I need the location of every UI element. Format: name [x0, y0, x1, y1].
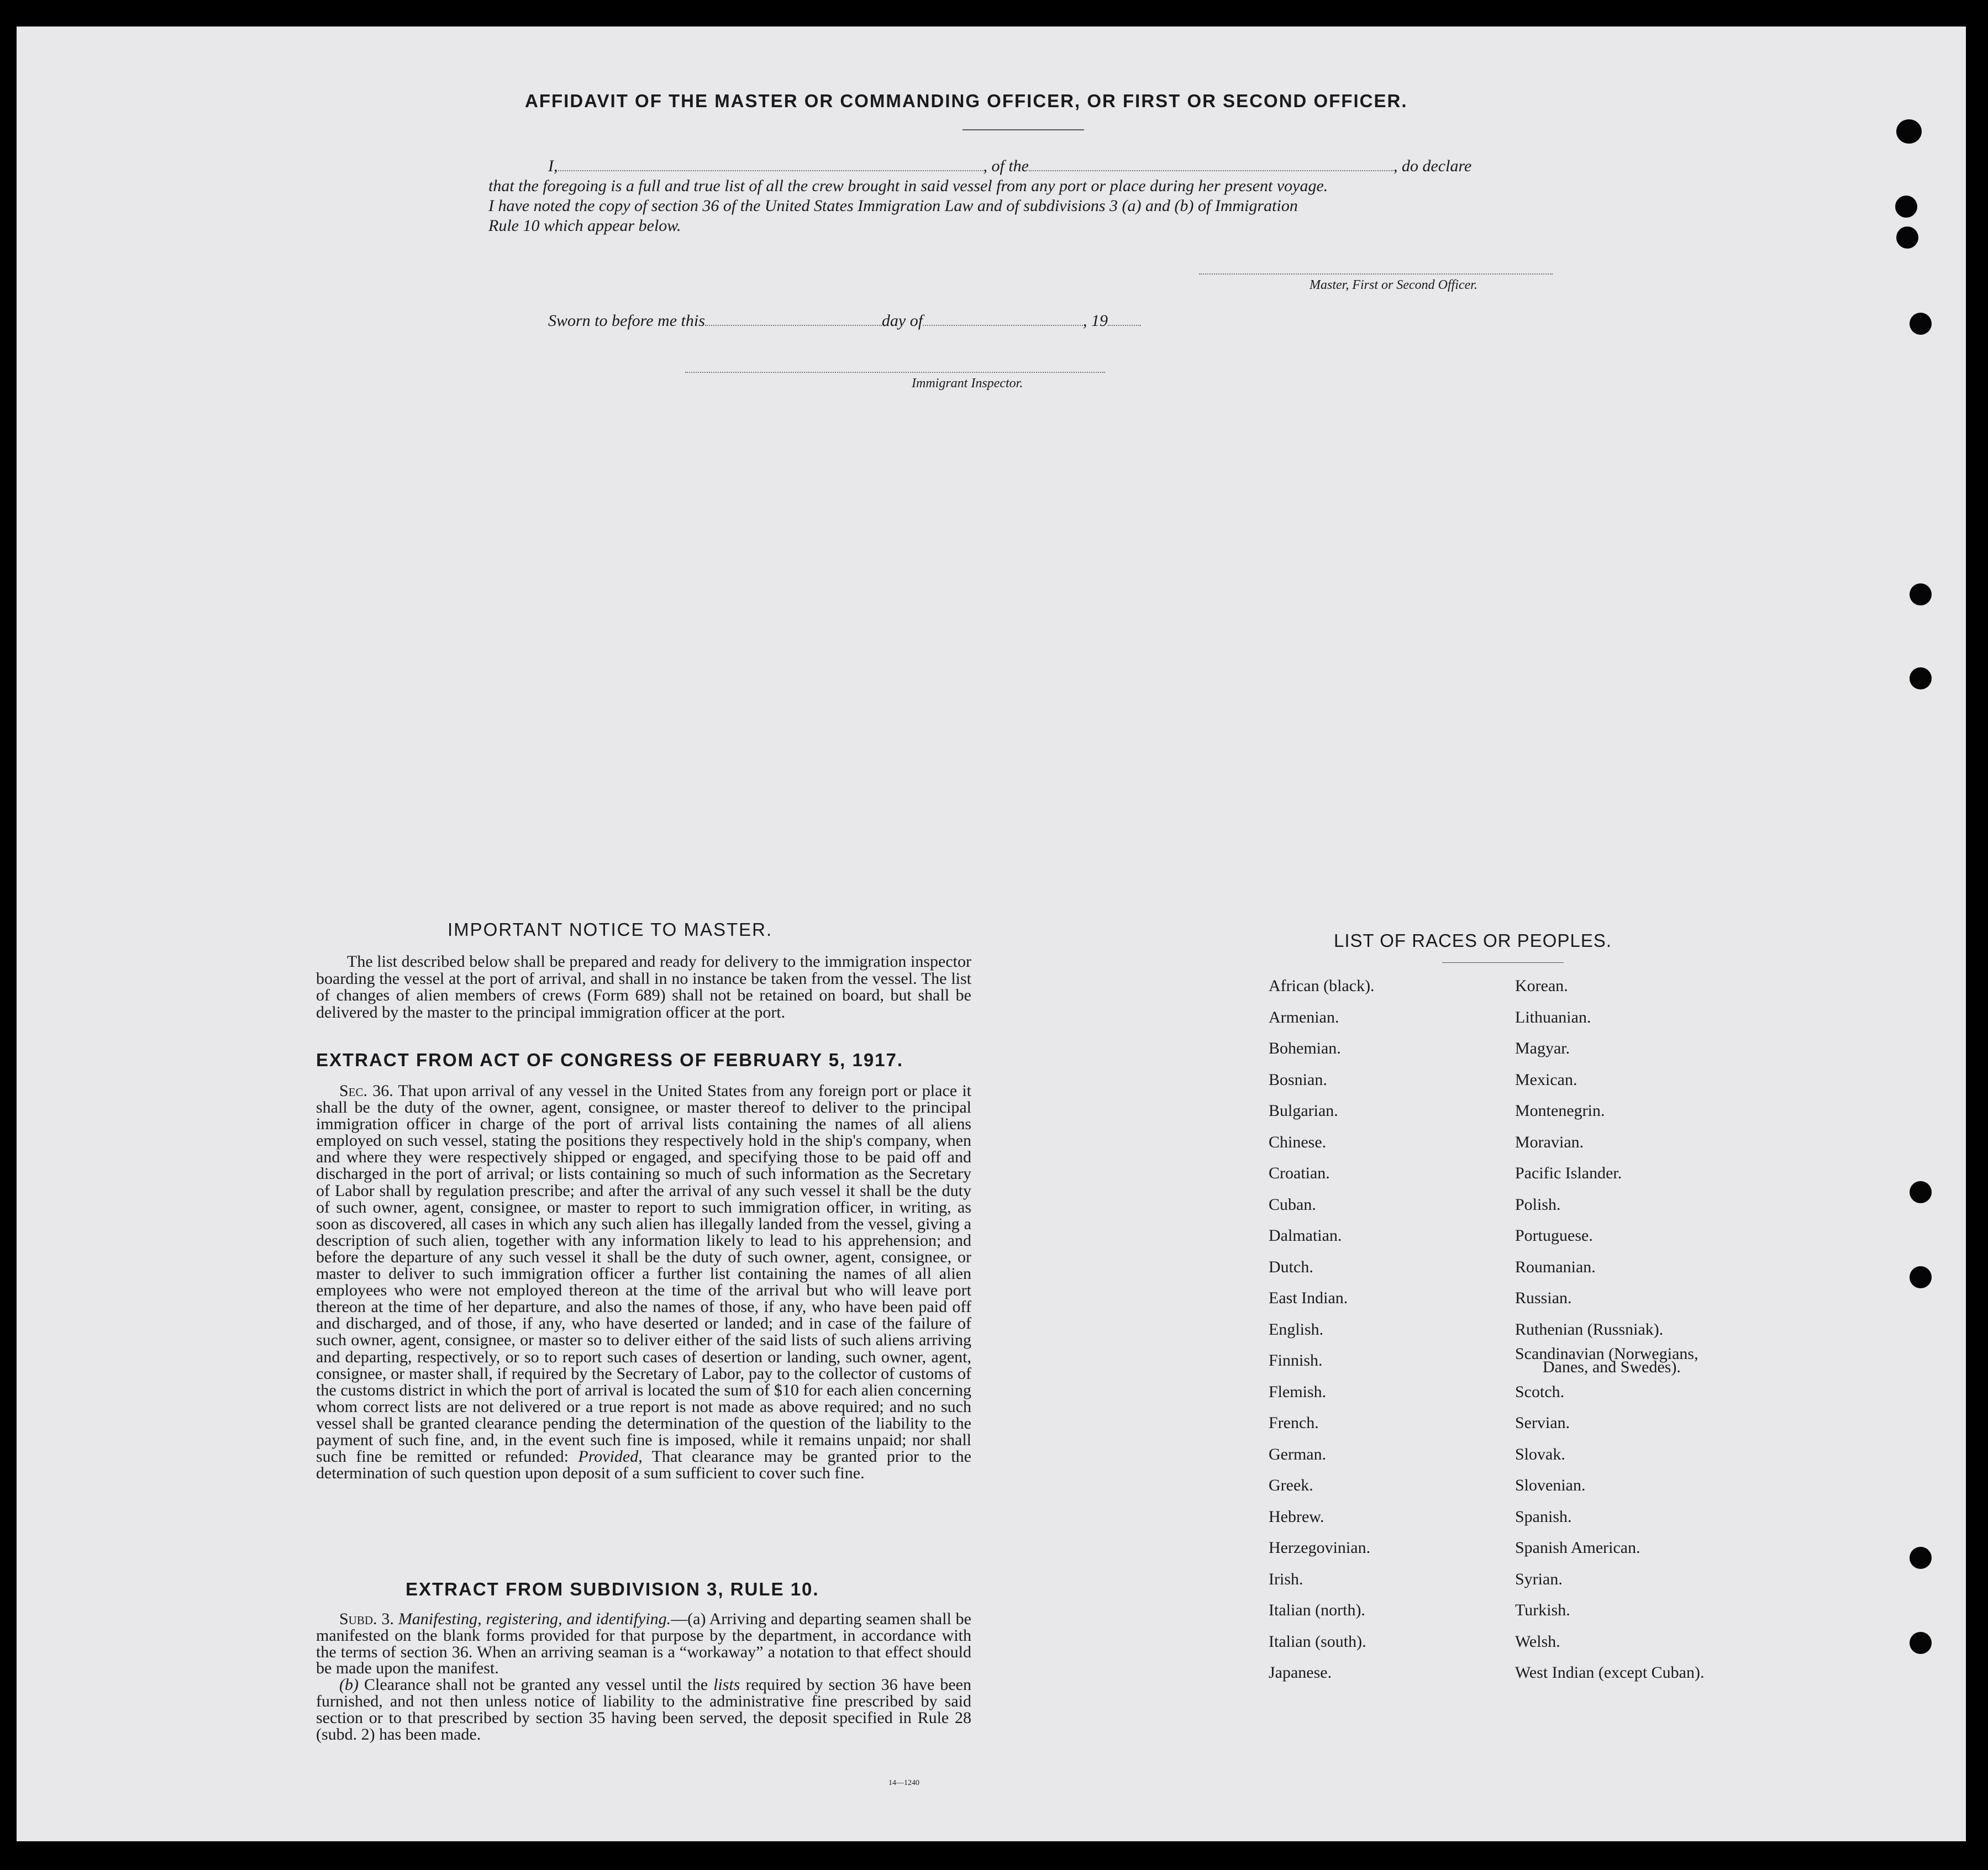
punch-hole: [1910, 1266, 1932, 1288]
punch-hole: [1910, 583, 1932, 605]
race-item: Roumanian.: [1515, 1257, 1596, 1276]
race-item: Scandinavian (Norwegians,: [1515, 1345, 1698, 1363]
divider: [963, 129, 1084, 130]
race-item: Dutch.: [1269, 1257, 1313, 1276]
race-item: German.: [1269, 1445, 1327, 1463]
vessel-field[interactable]: [1029, 170, 1393, 171]
divider: [1442, 962, 1564, 963]
act-text: That upon arrival of any vessel in the United States from any foreign port or place it shall be the duty of the owner, agent, consignee, or master thereof to deliver to the principal immigration officer in charge of the port of arrival lists containing the names of all aliens employed on such vessel, stating the positions they respectively hold in the ship's company, when and where they were respectively shipped or engaged, and specifying those to be paid off and discharged in the port of arrival; or lists containing so much of such information as the Secretary of Labor shall by regulation prescribe; and after the arrival of any such vessel it shall be the duty of such owner, agent, consignee, or master to report to such immigration officer, in writing, as soon as discovered, all cases in which any such alien has illegally landed from the vessel, giving a description of such alien, together with any information likely to lead to his apprehension; and before the departure of any such vessel it shall be the duty of such owner, agent, consignee, or master to deliver to such immigration officer a further list containing the names of all alien employees who were not employed thereon at the time of the arrival but who will leave port thereon at the time of her departure, and also the names of those, if any, who have been paid off and discharged, and of those, if any, who have deserted or landed; and in case of the failure of such owner, agent, consignee, or master so to deliver either of the said lists of such aliens arriving and departing, respectively, or so to report such cases of desertion or landing, such owner, agent, consignee, or master shall, if required by the Secretary of Labor, pay to the collector of customs of the customs district in which the port of arrival is located the sum of $10 for each alien concerning whom correct lists are not delivered or a true report is not made as above required; and no such vessel shall be granted clearance pending the determination of the question of the liability to the payment of such fine, and, in the event such fine is imposed, while it remains unpaid; nor shall such fine be remitted or refunded:: [316, 1082, 971, 1466]
affidavit-line-2: that the foregoing is a full and true list of all the crew brought in said vessel from any port or place during her present voyage.: [488, 177, 1328, 195]
punch-hole: [1910, 1181, 1932, 1203]
affidavit-title: AFFIDAVIT OF THE MASTER OR COMMANDING OFFICER, OR FIRST OR SECOND OFFICER.: [525, 91, 1408, 111]
race-item: Moravian.: [1515, 1132, 1584, 1151]
subd-a-text: Arriving and departing seamen shall be manifested on the blank forms provided for that purpose by the department, in accordance with the terms of section 36. When an arriving seaman is a “workaway” a notation to that effect should be made upon the manifest.: [316, 1610, 971, 1678]
day-field[interactable]: [705, 324, 882, 326]
subd-a-label: —(a): [671, 1610, 706, 1628]
sworn-label: Sworn to before me this: [548, 312, 705, 330]
race-item: Scotch.: [1515, 1382, 1565, 1401]
race-item: Italian (south).: [1269, 1632, 1366, 1651]
notice-title: IMPORTANT NOTICE TO MASTER.: [448, 919, 773, 940]
year-label: , 19: [1083, 312, 1108, 330]
race-item: Polish.: [1515, 1195, 1561, 1214]
race-item: Spanish American.: [1515, 1539, 1640, 1557]
race-item: Hebrew.: [1269, 1507, 1324, 1526]
races-title: LIST OF RACES OR PEOPLES.: [1334, 930, 1612, 951]
subd-b-lists: lists: [713, 1676, 740, 1694]
punch-hole: [1896, 119, 1922, 144]
race-item: Ruthenian (Russniak).: [1515, 1320, 1664, 1339]
race-item: Danes, and Swedes).: [1543, 1358, 1681, 1376]
do-declare-label: , do declare: [1393, 157, 1472, 175]
act-text-end: That clearance may be granted prior to the determination of such question upon deposit of a sum sufficient to cover such fine.: [316, 1447, 971, 1483]
punch-hole: [1910, 313, 1932, 335]
act-title: EXTRACT FROM ACT OF CONGRESS OF FEBRUARY 5, 1917.: [316, 1050, 904, 1070]
race-item: Bosnian.: [1269, 1070, 1327, 1089]
punch-hole: [1895, 196, 1917, 218]
sworn-line: [548, 312, 1141, 330]
race-item: Bulgarian.: [1269, 1102, 1338, 1120]
race-item: Mexican.: [1515, 1070, 1577, 1089]
race-item: Dalmatian.: [1269, 1226, 1342, 1245]
race-item: English.: [1269, 1320, 1324, 1339]
race-item: African (black).: [1269, 977, 1375, 995]
subd-b-label: (b): [339, 1676, 359, 1694]
race-item: French.: [1269, 1414, 1319, 1432]
inspector-caption: Immigrant Inspector.: [912, 376, 1023, 391]
signature-field[interactable]: [1199, 273, 1553, 275]
race-item: Turkish.: [1515, 1601, 1570, 1619]
race-item: Croatian.: [1269, 1164, 1330, 1182]
rule-title: EXTRACT FROM SUBDIVISION 3, RULE 10.: [406, 1579, 819, 1599]
race-item: Herzegovinian.: [1269, 1539, 1371, 1557]
notice-body: [316, 954, 971, 1021]
punch-hole: [1910, 1632, 1932, 1654]
provided-word: Provided,: [578, 1447, 643, 1466]
document-page: [17, 27, 1966, 1841]
signature-caption: Master, First or Second Officer.: [1309, 278, 1477, 292]
race-item: Montenegrin.: [1515, 1102, 1605, 1120]
rule-body: [316, 1611, 971, 1742]
day-of-label: day of: [881, 312, 923, 330]
subd-b-text-2: required by section 36 have been furnished, and not then unless notice of liability to the administrative fine prescribed by said section or to that prescribed by section 35 having been served, the deposit specified in Rule 28 (subd. 2) has been made.: [316, 1676, 971, 1743]
race-item: Lithuanian.: [1515, 1008, 1591, 1026]
sec-label: Sec. 36.: [339, 1082, 393, 1100]
name-field[interactable]: [558, 170, 984, 171]
race-item: Finnish.: [1269, 1351, 1323, 1369]
race-item: Japanese.: [1269, 1663, 1332, 1682]
race-item: Italian (north).: [1269, 1601, 1365, 1619]
month-field[interactable]: [923, 324, 1083, 326]
race-item: Slovenian.: [1515, 1476, 1586, 1494]
subd-b-text-1: Clearance shall not be granted any vessel until the: [364, 1676, 708, 1694]
race-item: Welsh.: [1515, 1632, 1560, 1651]
race-item: Cuban.: [1269, 1195, 1316, 1214]
race-item: Flemish.: [1269, 1382, 1327, 1401]
race-item: Russian.: [1515, 1289, 1572, 1307]
race-item: Slovak.: [1515, 1445, 1565, 1463]
race-item: Korean.: [1515, 977, 1568, 995]
race-item: Servian.: [1515, 1414, 1570, 1432]
race-item: Irish.: [1269, 1569, 1303, 1588]
subd-label: Subd. 3.: [339, 1610, 394, 1628]
race-item: Chinese.: [1269, 1132, 1327, 1151]
race-item: East Indian.: [1269, 1289, 1348, 1307]
race-item: Greek.: [1269, 1476, 1313, 1494]
punch-hole: [1910, 1547, 1932, 1569]
race-item: Spanish.: [1515, 1507, 1572, 1526]
inspector-signature-field[interactable]: [685, 371, 1105, 373]
race-item: Magyar.: [1515, 1039, 1570, 1057]
i-word: I,: [548, 157, 558, 175]
race-item: Syrian.: [1515, 1569, 1563, 1588]
race-item: Armenian.: [1269, 1008, 1339, 1026]
act-body: [316, 1083, 971, 1482]
affidavit-line-1: [548, 157, 1471, 176]
affidavit-line-4: Rule 10 which appear below.: [488, 217, 681, 235]
punch-hole: [1896, 226, 1918, 249]
year-field[interactable]: [1108, 324, 1141, 326]
notice-text: The list described below shall be prepared and ready for delivery to the immigration inspector boarding the vessel at the port of arrival, and shall in no instance be taken from the vessel. The list of changes of alien members of crews (Form 689) shall not be retained on board, but shall be delivered by the master to the principal immigration officer at the port.: [316, 952, 971, 1021]
race-item: Pacific Islander.: [1515, 1164, 1622, 1182]
affidavit-line-3: I have noted the copy of section 36 of the United States Immigration Law and of subdivisions 3 (a) and (b) of Immigration: [488, 197, 1298, 215]
punch-hole: [1910, 667, 1932, 689]
race-item: Bohemian.: [1269, 1039, 1341, 1057]
subd-heading: Manifesting, registering, and identifying.: [398, 1610, 671, 1628]
race-item: Portuguese.: [1515, 1226, 1593, 1245]
race-item: West Indian (except Cuban).: [1515, 1663, 1705, 1682]
of-the-label: , of the: [983, 157, 1029, 175]
form-number: 14—1240: [888, 1779, 919, 1787]
